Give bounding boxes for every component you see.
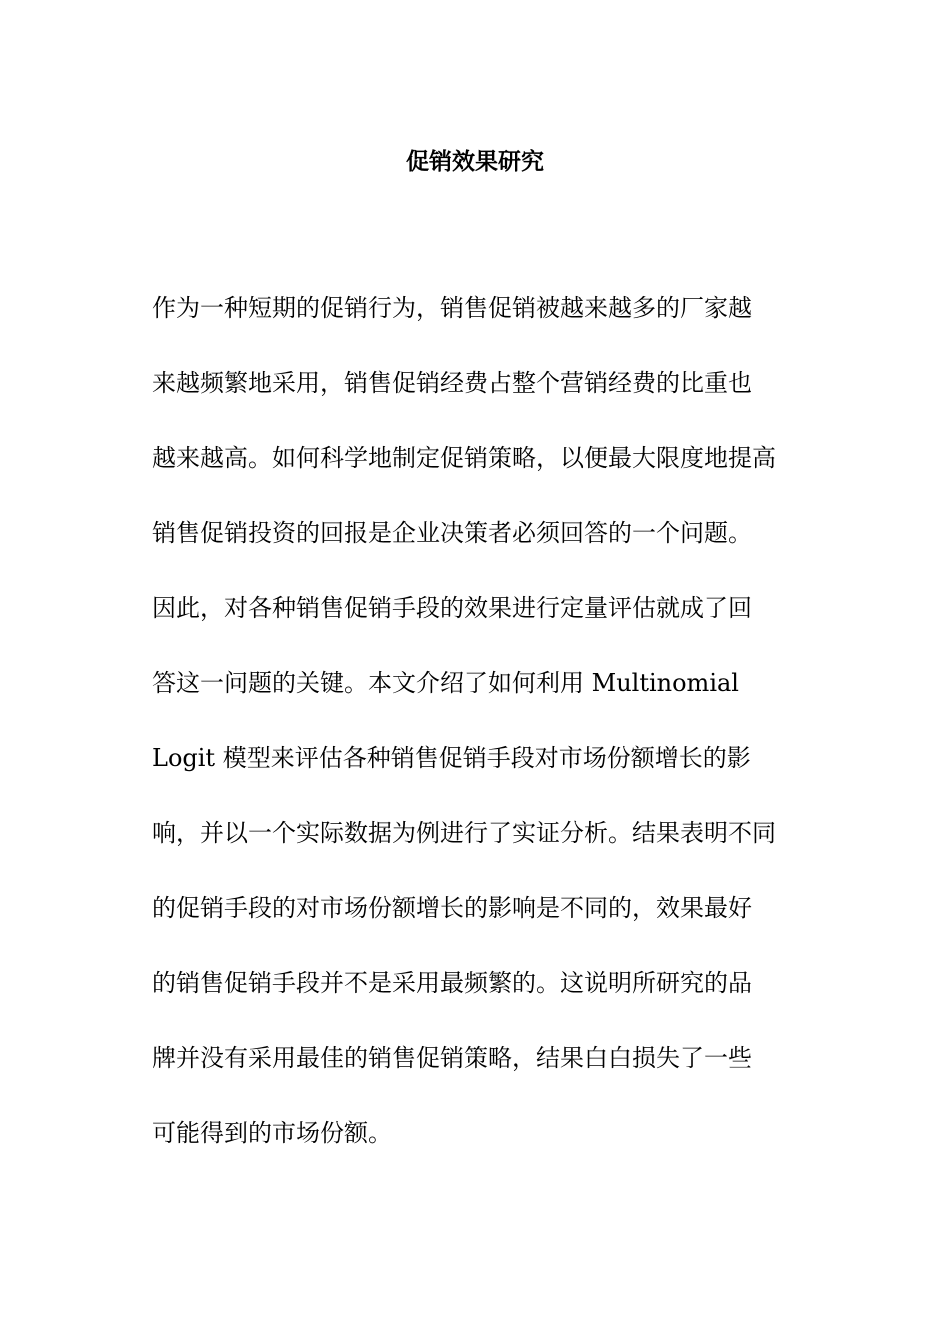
body-line-10: 的销售促销手段并不是采用最频繁的。这说明所研究的品 xyxy=(152,969,752,997)
body-line-4: 销售促销投资的回报是企业决策者必须回答的一个问题。 xyxy=(152,519,752,547)
body-line-5: 因此，对各种销售促销手段的效果进行定量评估就成了回 xyxy=(152,594,752,622)
document-title: 促销效果研究 xyxy=(406,149,544,175)
body-line-11: 牌并没有采用最佳的销售促销策略，结果白白损失了一些 xyxy=(152,1044,752,1072)
body-line-3: 越来越高。如何科学地制定促销策略，以便最大限度地提高 xyxy=(152,444,776,472)
body-line-8: 响，并以一个实际数据为例进行了实证分析。结果表明不同 xyxy=(152,819,776,847)
body-line-6: 答这一问题的关键。本文介绍了如何利用 Multinomial xyxy=(152,669,739,697)
body-line-12: 可能得到的市场份额。 xyxy=(152,1119,392,1147)
document-body xyxy=(152,288,802,1188)
body-line-9: 的促销手段的对市场份额增长的影响是不同的，效果最好 xyxy=(152,894,752,922)
body-line-7: Logit 模型来评估各种销售促销手段对市场份额增长的影 xyxy=(152,744,751,772)
body-line-1: 作为一种短期的促销行为，销售促销被越来越多的厂家越 xyxy=(152,294,752,322)
body-line-2: 来越频繁地采用，销售促销经费占整个营销经费的比重也 xyxy=(152,369,752,397)
